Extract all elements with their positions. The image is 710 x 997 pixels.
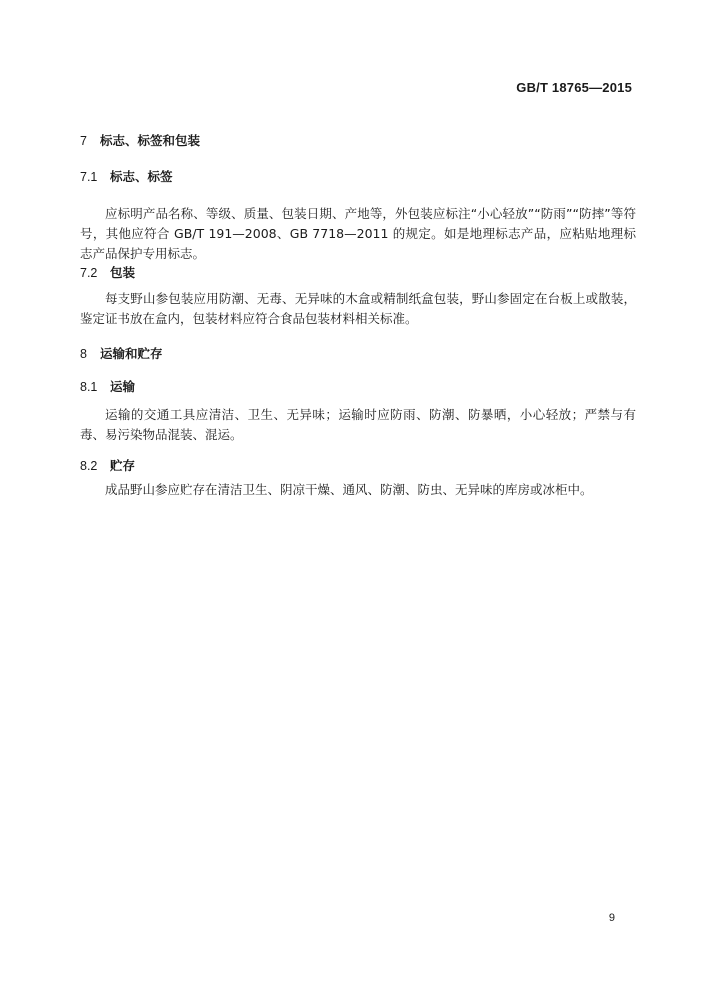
page-number: 9 bbox=[608, 912, 615, 924]
section-title: 包装 bbox=[110, 265, 136, 280]
standard-code: GB/T 18765—2015 bbox=[516, 80, 632, 95]
section-number: 8.1 bbox=[80, 380, 98, 394]
section-8-1-paragraph: 运输的交通工具应清洁、卫生、无异味；运输时应防雨、防潮、防暴晒，小心轻放；严禁与有毒、易污染物品混装、混运。 bbox=[80, 407, 636, 442]
section-8-1-heading bbox=[80, 377, 135, 395]
section-8-2-heading bbox=[80, 456, 135, 474]
section-number: 7.1 bbox=[80, 170, 98, 184]
section-title: 贮存 bbox=[110, 458, 136, 473]
section-7-2-paragraph: 每支野山参包装应用防潮、无毒、无异味的木盒或精制纸盒包装，野山参固定在台板上或散装，鉴定证书放在盒内，包装材料应符合食品包装材料相关标准。 bbox=[80, 291, 636, 326]
section-title: 标志、标签 bbox=[110, 169, 173, 184]
section-8-2-paragraph: 成品野山参应贮存在清洁卫生、阴凉干燥、通风、防潮、防虫、无异味的库房或冰柜中。 bbox=[105, 482, 593, 497]
section-7-heading bbox=[80, 131, 200, 149]
section-7-1-heading bbox=[80, 167, 173, 185]
section-7-2-heading bbox=[80, 263, 135, 281]
section-number: 7 bbox=[80, 134, 87, 148]
section-title: 运输 bbox=[110, 379, 136, 394]
section-number: 7.2 bbox=[80, 266, 98, 280]
section-title: 标志、标签和包装 bbox=[100, 133, 201, 148]
section-7-1-paragraph: 应标明产品名称、等级、质量、包装日期、产地等，外包装应标注“小心轻放”“防雨”“防摔”等符号，其他应符合 GB/T 191—2008、GB 7718—2011 的规定。如是地理标志产品，应粘贴地理标志产品保护专用标志。 bbox=[80, 206, 636, 261]
section-number: 8.2 bbox=[80, 459, 98, 473]
section-title: 运输和贮存 bbox=[100, 346, 163, 361]
section-8-heading bbox=[80, 344, 163, 362]
section-number: 8 bbox=[80, 347, 87, 361]
